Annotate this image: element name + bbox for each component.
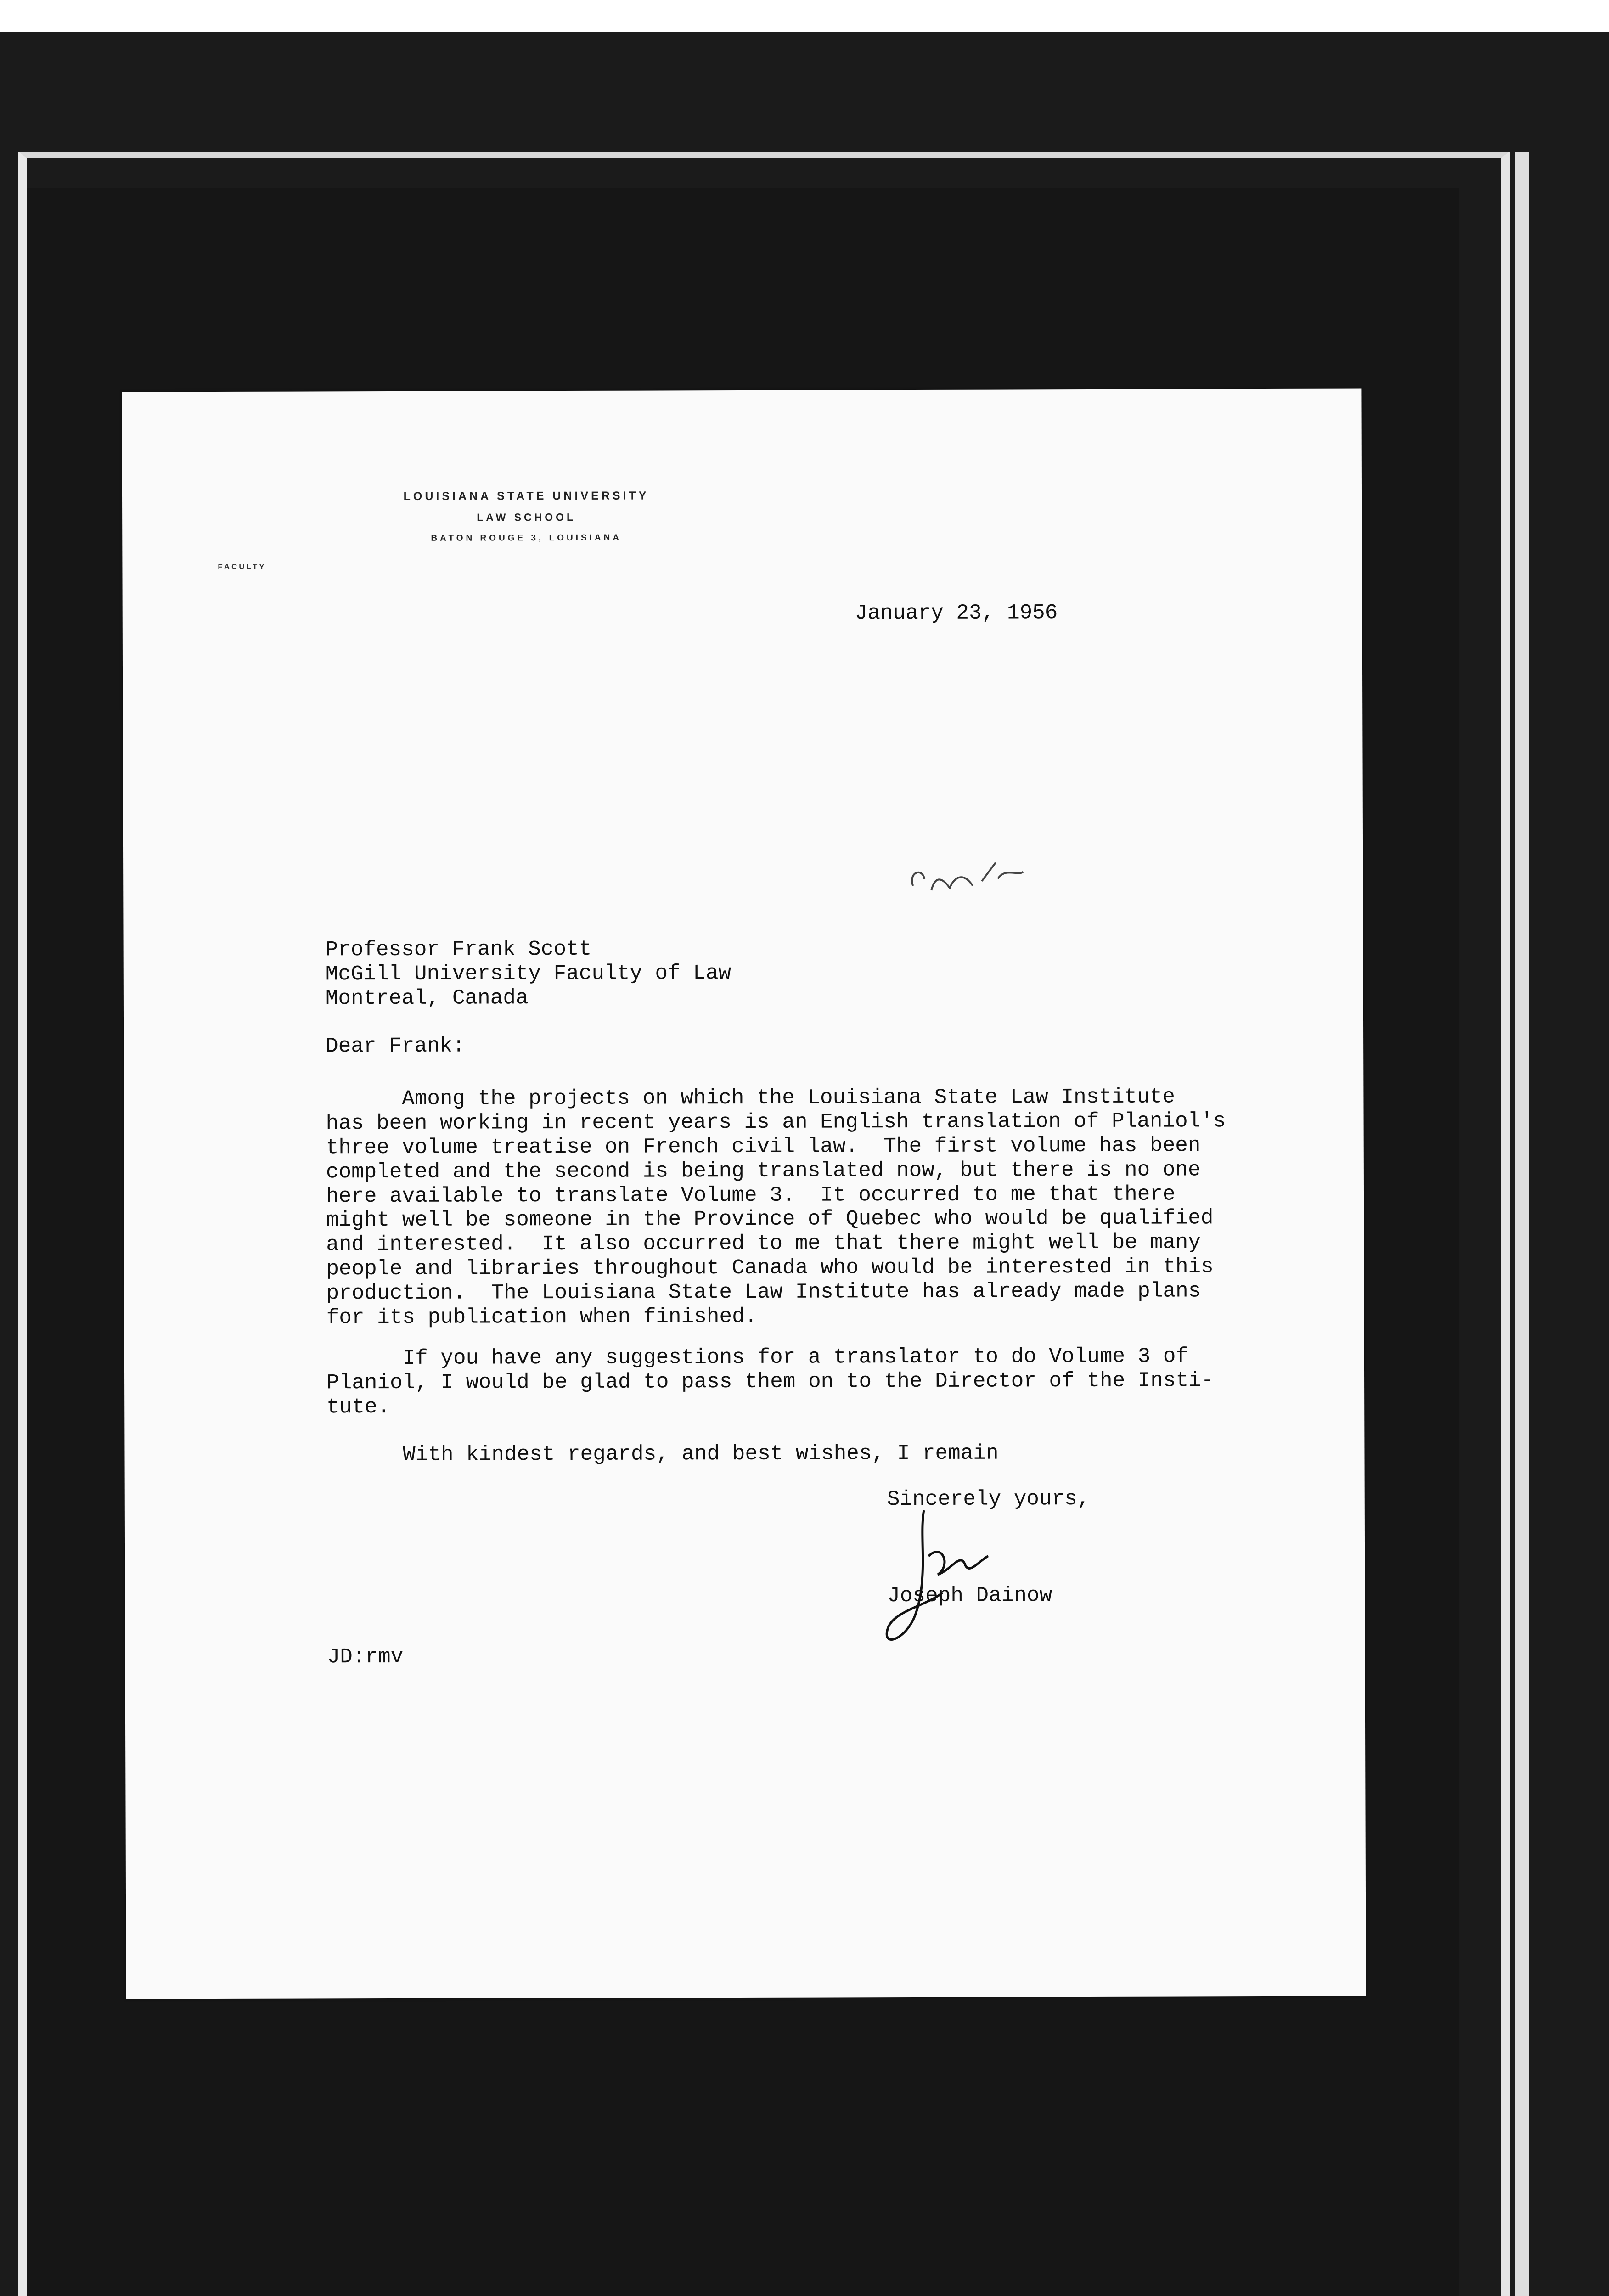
- top-margin: [0, 0, 1609, 32]
- closing: Sincerely yours,: [887, 1487, 1090, 1512]
- signer-name: Joseph Dainow: [887, 1583, 1052, 1608]
- body-paragraph-2: If you have any suggestions for a translator to do Volume 3 of Planiol, I would be glad to pass them on to the Director of the Insti- tute.: [326, 1344, 1214, 1419]
- handwritten-signature: [873, 1501, 1002, 1653]
- recipient-name: Professor Frank Scott: [325, 937, 592, 962]
- typist-initials: JD:rmv: [327, 1644, 404, 1669]
- letterhead-school: LAW SCHOOL: [477, 511, 576, 523]
- body-paragraph-3: With kindest regards, and best wishes, I remain: [326, 1441, 999, 1467]
- salutation: Dear Frank:: [326, 1034, 465, 1058]
- handwritten-mark: [904, 853, 1051, 904]
- letterhead-university: LOUISIANA STATE UNIVERSITY: [403, 489, 649, 503]
- recipient-institution: McGill University Faculty of Law: [325, 961, 731, 986]
- film-edge-strip: [1515, 152, 1529, 2296]
- body-paragraph-1: Among the projects on which the Louisiana State Law Institute has been working in recent years is an English translation of Planiol's three volume treatise on French civil law. The first volume has been completed and the second is being translated now, but there is no one here available to translate Volume 3. It occurred to me that there might well be someone in the Province of Quebec who would be qualified and interested. It also occurred to me that there might well be many people and libraries throughout Canada who would be interested in this production. The Louisiana State Law Institute has already made plans for its publication when finished.: [326, 1085, 1226, 1330]
- letter-date: January 23, 1956: [855, 601, 1058, 625]
- recipient-city: Montreal, Canada: [325, 986, 529, 1011]
- letterhead-address: BATON ROUGE 3, LOUISIANA: [431, 533, 622, 543]
- letterhead-department: FACULTY: [218, 562, 266, 571]
- recipient-address: [326, 937, 731, 1011]
- letter-page: [122, 388, 1366, 1999]
